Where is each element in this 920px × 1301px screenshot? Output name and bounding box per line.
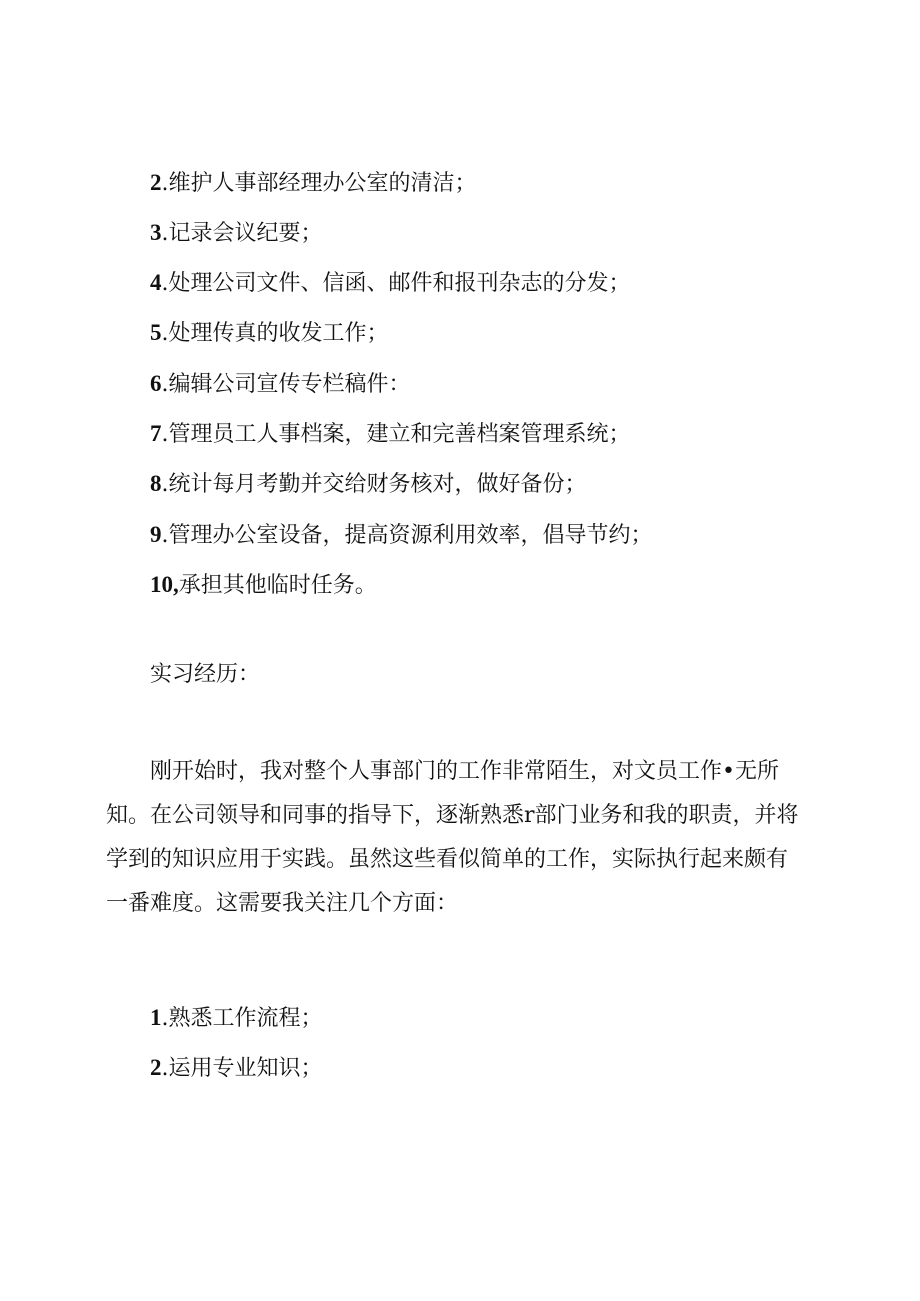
- item-text: 维护人事部经理办公室的清洁；: [168, 171, 477, 196]
- item-number: 10,: [150, 572, 179, 597]
- paragraph-line: 知。在公司领导和同事的指导下，逐渐熟悉r部门业务和我的职责，并将: [106, 803, 799, 828]
- item-text: 处理传真的收发工作；: [168, 321, 389, 346]
- item-separator: .: [161, 523, 169, 548]
- item-number: 6: [150, 371, 162, 396]
- item-number: 7: [150, 421, 162, 446]
- duty-item: [150, 419, 631, 450]
- item-text: 运用专业知识；: [168, 1056, 323, 1081]
- item-separator: .: [161, 271, 169, 296]
- item-text: 熟悉工作流程；: [168, 1006, 323, 1031]
- item-number: 5: [150, 320, 162, 345]
- duty-item: [150, 318, 389, 349]
- duty-item: [150, 218, 323, 249]
- item-text: 处理公司文件、信函、邮件和报刊杂志的分发；: [168, 271, 631, 296]
- focus-item: [150, 1053, 323, 1084]
- item-separator: .: [161, 372, 169, 397]
- item-text: 管理办公室设备，提高资源利用效率，倡导节约；: [168, 523, 653, 548]
- item-separator: .: [161, 1056, 169, 1081]
- duty-item: [150, 520, 653, 551]
- item-text: 承担其他临时任务。: [178, 573, 377, 598]
- body-paragraph: [106, 750, 830, 926]
- duty-item: [150, 168, 477, 199]
- duty-item: [150, 369, 411, 400]
- section-heading: 实习经历：: [150, 662, 261, 687]
- duty-item: [150, 570, 377, 601]
- item-number: 2: [150, 1055, 162, 1080]
- duty-item: [150, 469, 587, 500]
- item-text: 统计每月考勤并交给财务核对，做好备份；: [168, 472, 587, 497]
- item-text: 管理员工人事档案，建立和完善档案管理系统；: [168, 422, 631, 447]
- item-text: 记录会议纪要；: [168, 221, 323, 246]
- item-separator: .: [161, 221, 169, 246]
- item-separator: .: [161, 321, 169, 346]
- item-separator: .: [161, 1006, 169, 1031]
- duty-item: [150, 268, 631, 299]
- paragraph-line: 刚开始时，我对整个人事部门的工作非常陌生，对文员工作•无所: [106, 759, 779, 784]
- item-separator: .: [161, 472, 169, 497]
- focus-item: [150, 1003, 323, 1034]
- item-separator: .: [161, 422, 169, 447]
- paragraph-line: 一番难度。这需要我关注几个方面：: [106, 891, 459, 916]
- paragraph-line: 学到的知识应用于实践。虽然这些看似简单的工作，实际执行起来颇有: [106, 847, 789, 872]
- item-number: 3: [150, 220, 162, 245]
- item-separator: .: [161, 171, 169, 196]
- item-number: 1: [150, 1005, 162, 1030]
- item-number: 2: [150, 170, 162, 195]
- item-number: 8: [150, 471, 162, 496]
- item-number: 9: [150, 522, 162, 547]
- item-text: 编辑公司宣传专栏稿件：: [168, 372, 411, 397]
- item-number: 4: [150, 270, 162, 295]
